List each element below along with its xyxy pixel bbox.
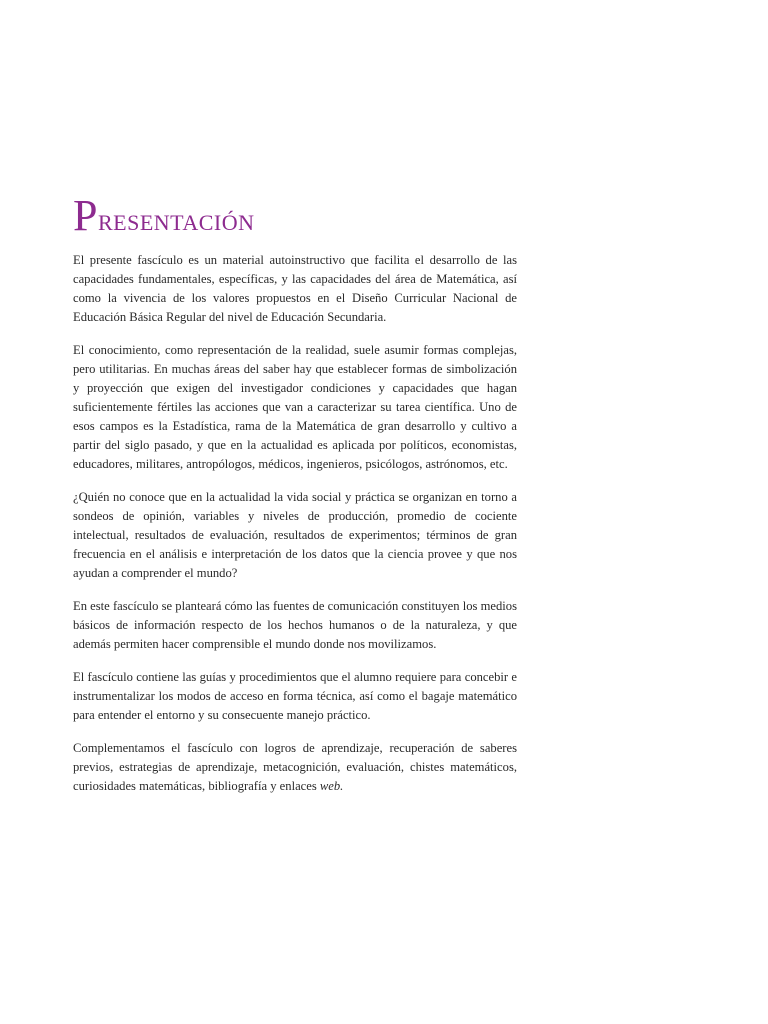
paragraph-6 <box>73 739 517 796</box>
paragraph-3: ¿Quién no conoce que en la actualidad la vida social y práctica se organizan en torno a sondeos de opinión, variables y niveles de producción, promedio de cociente intelectual, resultados de evaluación, resultados de experimentos; términos de gran frecuencia en el análisis e interpretación de los datos que la ciencia provee y que nos ayudan a comprender el mundo? <box>73 490 517 580</box>
paragraph-2: El conocimiento, como representación de la realidad, suele asumir formas complejas, pero utilitarias. En muchas áreas del saber hay que establecer formas de simbolización y proyección que exigen del investigador condiciones y capacidades que hagan suficientemente fértiles las acciones que van a caracterizar su tarea científica. Uno de esos campos es la Estadística, rama de la Matemática de gran desarrollo y cultivo a partir del siglo pasado, y que en la actualidad es aplicada por políticos, economistas, educadores, militares, antropólogos, médicos, ingenieros, psicólogos, astrónomos, etc. <box>73 343 517 471</box>
page-title <box>73 192 255 244</box>
paragraph-4: En este fascículo se planteará cómo las fuentes de comunicación constituyen los medios básicos de información respecto de los hechos humanos o de la naturaleza, y que además permiten hacer comprensible el mundo donde nos movilizamos. <box>73 599 517 651</box>
body-text <box>73 251 517 810</box>
paragraph-5: El fascículo contiene las guías y procedimientos que el alumno requiere para concebir e instrumentalizar los modos de acceso en forma técnica, así como el bagaje matemático para entender el entorno y su consecuente manejo práctico. <box>73 670 517 722</box>
paragraph-6-text: Complementamos el fascículo con logros de aprendizaje, recuperación de saberes previos, estrategias de aprendizaje, metacognición, evaluación, chistes matemáticos, curiosidades matemáticas, bibliografía y enlaces <box>73 741 517 793</box>
paragraph-6-italic-tail: web. <box>319 779 344 793</box>
paragraph-1: El presente fascículo es un material autoinstructivo que facilita el desarrollo de las capacidades fundamentales, específicas, y las capacidades del área de Matemática, así como la vivencia de los valores propuestos en el Diseño Curricular Nacional de Educación Básica Regular del nivel de Educación Secundaria. <box>73 253 517 324</box>
title-rest: resentación <box>97 202 255 237</box>
title-initial: P <box>73 191 98 240</box>
